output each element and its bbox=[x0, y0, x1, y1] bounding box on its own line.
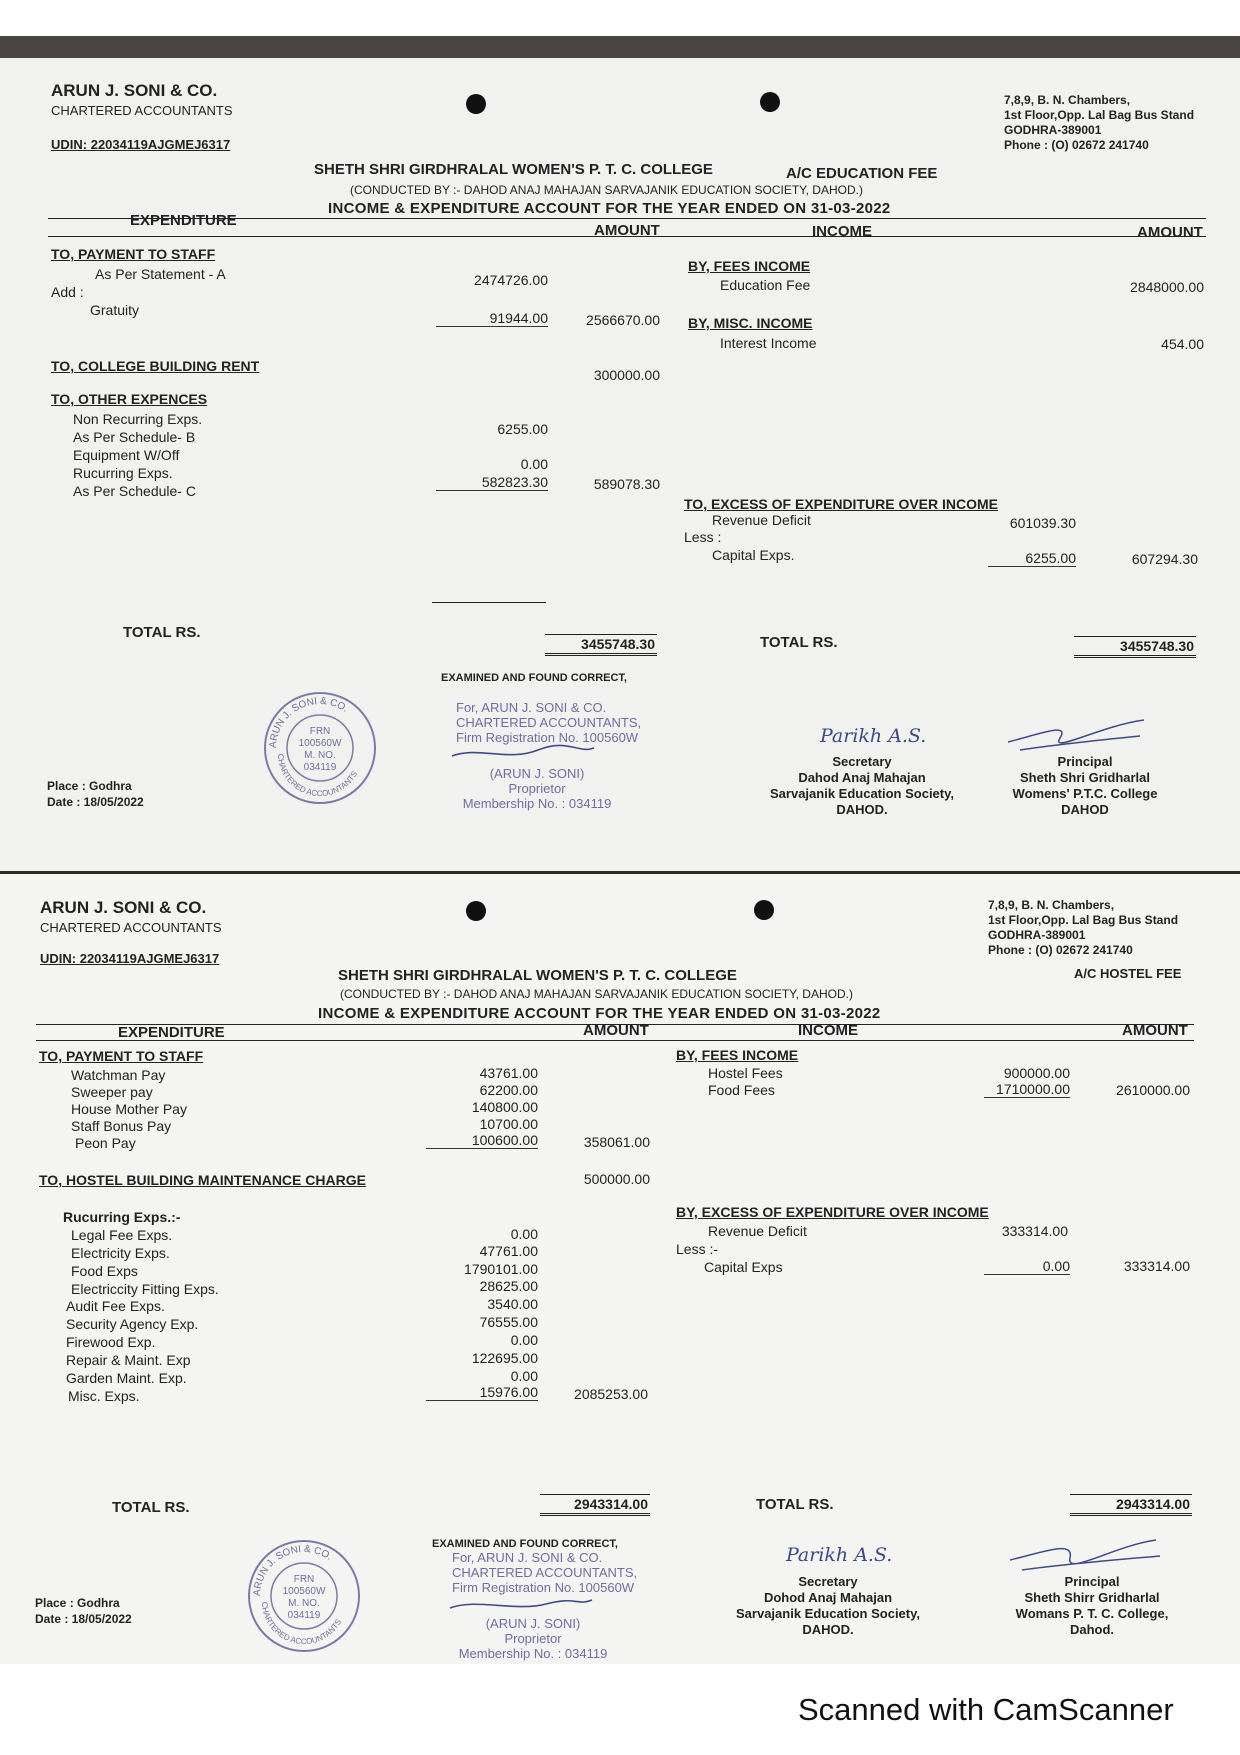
line-label: Revenue Deficit bbox=[708, 1223, 807, 1239]
punch-hole-icon bbox=[754, 900, 774, 920]
line-amount: 333314.00 bbox=[1001, 1223, 1068, 1239]
line-amount: 0.00 bbox=[984, 1258, 1070, 1275]
rec-amount: 28625.00 bbox=[479, 1278, 538, 1294]
line-label: Food Fees bbox=[708, 1082, 775, 1098]
principal-block: Principal Sheth Shri Gridharlal Womens' P.T.C. College DAHOD bbox=[1012, 754, 1158, 817]
total-label-right: TOTAL RS. bbox=[760, 634, 838, 651]
line-subtotal: 607294.30 bbox=[1131, 551, 1198, 567]
svg-text:CHARTERED ACCOUNTANTS: CHARTERED ACCOUNTANTS bbox=[275, 753, 360, 799]
conducted-by: (CONDUCTED BY :- DAHOD ANAJ MAHAJAN SARVAJANIK EDUCATION SOCIETY, DAHOD.) bbox=[340, 987, 853, 1001]
rec-label: Repair & Maint. Exp bbox=[66, 1352, 191, 1368]
college-name: SHETH SHRI GIRDHRALAL WOMEN'S P. T. C. COLLEGE bbox=[314, 161, 713, 178]
line-label: As Per Schedule- B bbox=[73, 429, 196, 445]
total-right: 2943314.00 bbox=[1070, 1494, 1192, 1516]
punch-hole-icon bbox=[466, 901, 486, 921]
firm-address: 7,8,9, B. N. Chambers, 1st Floor,Opp. Lal Bag Bus Stand GODHRA-389001 Phone : (O) 02672 241740 bbox=[988, 898, 1179, 957]
auditor-signature-icon bbox=[448, 742, 598, 764]
header-income: INCOME bbox=[812, 223, 872, 240]
line-subtotal: 358061.00 bbox=[583, 1134, 650, 1150]
principal-signature-icon bbox=[1000, 714, 1150, 758]
scanner-watermark: Scanned with CamScanner bbox=[798, 1692, 1174, 1727]
line-label: Capital Exps. bbox=[712, 547, 795, 563]
total-left: 3455748.30 bbox=[545, 634, 657, 656]
rec-amount: 47761.00 bbox=[479, 1243, 538, 1259]
header-expenditure: EXPENDITURE bbox=[130, 212, 237, 229]
line-label: Capital Exps bbox=[704, 1259, 783, 1275]
line-amount: 91944.00 bbox=[436, 310, 548, 327]
section-other-expences: TO, OTHER EXPENCES bbox=[51, 391, 208, 407]
rec-label: Firewood Exp. bbox=[66, 1334, 156, 1350]
rec-amount: 1790101.00 bbox=[464, 1261, 538, 1277]
auditor-stamp: For, ARUN J. SONI & CO. CHARTERED ACCOUNTANTS, Firm Registration No. 100560W bbox=[452, 1550, 638, 1595]
statement-hostel-fee bbox=[0, 871, 1240, 1664]
rec-label: Security Agency Exp. bbox=[66, 1316, 199, 1332]
rec-amount: 0.00 bbox=[510, 1368, 538, 1384]
line-amount: 454.00 bbox=[1161, 336, 1204, 352]
place-date: Place : Godhra Date : 18/05/2022 bbox=[35, 1596, 132, 1626]
svg-text:FRN: FRN bbox=[309, 726, 331, 737]
svg-text:100560W: 100560W bbox=[282, 1586, 326, 1597]
line-label: Hostel Fees bbox=[708, 1065, 783, 1081]
section-misc-income: BY, MISC. INCOME bbox=[688, 315, 813, 331]
account-title: INCOME & EXPENDITURE ACCOUNT FOR THE YEAR ENDED ON 31-03-2022 bbox=[328, 200, 891, 217]
line-label: As Per Schedule- C bbox=[73, 483, 196, 499]
staff-label: Peon Pay bbox=[75, 1135, 136, 1151]
line-label: Rucurring Exps. bbox=[73, 465, 173, 481]
rec-amount: 122695.00 bbox=[471, 1350, 538, 1366]
rec-amount: 76555.00 bbox=[479, 1314, 538, 1330]
line-subtotal: 300000.00 bbox=[593, 367, 660, 383]
auditor-seal-icon bbox=[260, 688, 380, 808]
line-amount: 601039.30 bbox=[1009, 515, 1076, 531]
section-fees-income: BY, FEES INCOME bbox=[688, 258, 811, 274]
line-label: Less :- bbox=[676, 1241, 719, 1257]
rec-label: Electriccity Fitting Exps. bbox=[71, 1281, 219, 1297]
line-amount: 6255.00 bbox=[497, 421, 548, 437]
svg-text:CHARTERED ACCOUNTANTS: CHARTERED ACCOUNTANTS bbox=[259, 1601, 344, 1647]
firm-designation: CHARTERED ACCOUNTANTS bbox=[51, 103, 233, 118]
line-label: Interest Income bbox=[720, 335, 817, 351]
line-subtotal: 589078.30 bbox=[593, 476, 660, 492]
rec-label: Food Exps bbox=[71, 1263, 138, 1279]
total-left: 2943314.00 bbox=[540, 1494, 650, 1516]
account-name: A/C EDUCATION FEE bbox=[786, 165, 938, 182]
rec-label: Audit Fee Exps. bbox=[66, 1298, 165, 1314]
line-amount: 900000.00 bbox=[1003, 1065, 1070, 1081]
auditor-proprietor: (ARUN J. SONI) Proprietor Membership No. : 034119 bbox=[462, 766, 612, 811]
total-label-left: TOTAL RS. bbox=[123, 624, 201, 641]
header-amount-right: AMOUNT bbox=[1122, 1022, 1188, 1039]
line-label: As Per Statement - A bbox=[95, 266, 226, 282]
rec-amount: 0.00 bbox=[510, 1332, 538, 1348]
firm-address: 7,8,9, B. N. Chambers, 1st Floor,Opp. Lal Bag Bus Stand GODHRA-389001 Phone : (O) 02672 241740 bbox=[1004, 93, 1195, 152]
rec-label: Misc. Exps. bbox=[68, 1388, 140, 1404]
line-amount: 1710000.00 bbox=[984, 1081, 1070, 1098]
line-subtotal: 333314.00 bbox=[1123, 1258, 1190, 1274]
staff-label: House Mother Pay bbox=[71, 1101, 187, 1117]
header-amount-right: AMOUNT bbox=[1137, 224, 1203, 241]
principal-block: Principal Sheth Shirr Gridharlal Womans P. T. C. College, Dahod. bbox=[1015, 1574, 1169, 1637]
firm-name: ARUN J. SONI & CO. bbox=[40, 898, 207, 917]
section-excess-expenditure: TO, EXCESS OF EXPENDITURE OVER INCOME bbox=[684, 496, 999, 512]
staff-amount: 140800.00 bbox=[471, 1099, 538, 1115]
staff-label: Staff Bonus Pay bbox=[71, 1118, 172, 1134]
rec-label: Electricity Exps. bbox=[71, 1245, 170, 1261]
staff-amount: 100600.00 bbox=[426, 1132, 538, 1149]
staff-label: Sweeper pay bbox=[71, 1084, 153, 1100]
statement-education-fee bbox=[0, 36, 1240, 871]
secretary-block: Secretary Dohod Anaj Mahajan Sarvajanik Education Society, DAHOD. bbox=[736, 1574, 920, 1637]
auditor-proprietor: (ARUN J. SONI) Proprietor Membership No. : 034119 bbox=[458, 1616, 608, 1661]
auditor-signature-icon bbox=[446, 1596, 596, 1616]
staff-amount: 43761.00 bbox=[479, 1065, 538, 1081]
svg-text:FRN: FRN bbox=[293, 1574, 315, 1585]
firm-name: ARUN J. SONI & CO. bbox=[51, 81, 218, 100]
account-name: A/C HOSTEL FEE bbox=[1074, 966, 1182, 981]
header-income: INCOME bbox=[798, 1022, 858, 1039]
punch-hole-icon bbox=[466, 94, 486, 114]
line-label: Gratuity bbox=[90, 302, 140, 318]
place-date: Place : Godhra Date : 18/05/2022 bbox=[47, 779, 144, 809]
line-subtotal: 2610000.00 bbox=[1116, 1082, 1190, 1098]
total-label-left: TOTAL RS. bbox=[112, 1499, 190, 1516]
line-amount: 2474726.00 bbox=[474, 272, 548, 288]
staff-amount: 62200.00 bbox=[479, 1082, 538, 1098]
rec-amount: 15976.00 bbox=[426, 1384, 538, 1401]
svg-text:ARUN J. SONI & CO.: ARUN J. SONI & CO. bbox=[267, 695, 350, 749]
total-label-right: TOTAL RS. bbox=[756, 1496, 834, 1513]
line-label: Revenue Deficit bbox=[712, 512, 811, 528]
staff-amount: 10700.00 bbox=[479, 1116, 538, 1132]
line-amount: 582823.30 bbox=[436, 474, 548, 491]
header-amount-left: AMOUNT bbox=[583, 1022, 649, 1039]
total-right: 3455748.30 bbox=[1074, 636, 1196, 658]
secretary-signature: Parikh A.S. bbox=[786, 1544, 893, 1566]
section-payment-to-staff: TO, PAYMENT TO STAFF bbox=[39, 1048, 204, 1064]
rec-label: Garden Maint. Exp. bbox=[66, 1370, 187, 1386]
examined-note: EXAMINED AND FOUND CORRECT, bbox=[441, 672, 627, 684]
college-name: SHETH SHRI GIRDHRALAL WOMEN'S P. T. C. COLLEGE bbox=[338, 967, 737, 984]
account-title: INCOME & EXPENDITURE ACCOUNT FOR THE YEAR ENDED ON 31-03-2022 bbox=[318, 1005, 881, 1022]
auditor-seal-icon bbox=[244, 1536, 364, 1656]
svg-text:ARUN J. SONI & CO.: ARUN J. SONI & CO. bbox=[251, 1543, 334, 1597]
line-amount: 6255.00 bbox=[988, 550, 1076, 567]
udin: UDIN: 22034119AJGMEJ6317 bbox=[40, 951, 220, 966]
header-amount-left: AMOUNT bbox=[594, 222, 660, 239]
section-college-building-rent: TO, COLLEGE BUILDING RENT bbox=[51, 358, 260, 374]
staff-label: Watchman Pay bbox=[71, 1067, 166, 1083]
line-subtotal: 2566670.00 bbox=[586, 312, 660, 328]
svg-text:034119: 034119 bbox=[287, 1610, 321, 1621]
firm-designation: CHARTERED ACCOUNTANTS bbox=[40, 920, 222, 935]
line-subtotal: 500000.00 bbox=[583, 1171, 650, 1187]
rec-amount: 3540.00 bbox=[487, 1296, 538, 1312]
line-label: Less : bbox=[684, 529, 722, 545]
secretary-block: Secretary Dahod Anaj Mahajan Sarvajanik Education Society, DAHOD. bbox=[770, 754, 954, 817]
line-label: Non Recurring Exps. bbox=[73, 411, 203, 427]
line-amount: 0.00 bbox=[520, 456, 548, 472]
line-subtotal: 2085253.00 bbox=[574, 1386, 648, 1402]
punch-hole-icon bbox=[760, 92, 780, 112]
line-label: Education Fee bbox=[720, 277, 811, 293]
svg-text:M. NO.: M. NO. bbox=[304, 750, 336, 761]
rec-label: Legal Fee Exps. bbox=[71, 1227, 173, 1243]
rec-amount: 0.00 bbox=[510, 1226, 538, 1242]
udin: UDIN: 22034119AJGMEJ6317 bbox=[51, 137, 231, 152]
section-recurring: Rucurring Exps.:- bbox=[63, 1209, 181, 1225]
examined-note: EXAMINED AND FOUND CORRECT, bbox=[432, 1538, 618, 1550]
secretary-signature: Parikh A.S. bbox=[820, 725, 927, 747]
principal-signature-icon bbox=[1004, 1534, 1164, 1578]
auditor-stamp: For, ARUN J. SONI & CO. CHARTERED ACCOUNTANTS, Firm Registration No. 100560W bbox=[456, 700, 642, 745]
line-amount: 2848000.00 bbox=[1130, 279, 1204, 295]
section-hostel-maintenance: TO, HOSTEL BUILDING MAINTENANCE CHARGE bbox=[39, 1172, 366, 1188]
line-label: Add : bbox=[51, 284, 84, 300]
section-fees-income: BY, FEES INCOME bbox=[676, 1047, 799, 1063]
line-label: Equipment W/Off bbox=[73, 447, 180, 463]
conducted-by: (CONDUCTED BY :- DAHOD ANAJ MAHAJAN SARVAJANIK EDUCATION SOCIETY, DAHOD.) bbox=[350, 183, 863, 197]
svg-text:034119: 034119 bbox=[303, 762, 337, 773]
svg-text:M. NO.: M. NO. bbox=[288, 1598, 320, 1609]
header-expenditure: EXPENDITURE bbox=[118, 1024, 225, 1041]
section-payment-to-staff: TO, PAYMENT TO STAFF bbox=[51, 246, 216, 262]
svg-text:100560W: 100560W bbox=[298, 738, 342, 749]
section-excess-expenditure: BY, EXCESS OF EXPENDITURE OVER INCOME bbox=[676, 1204, 989, 1220]
